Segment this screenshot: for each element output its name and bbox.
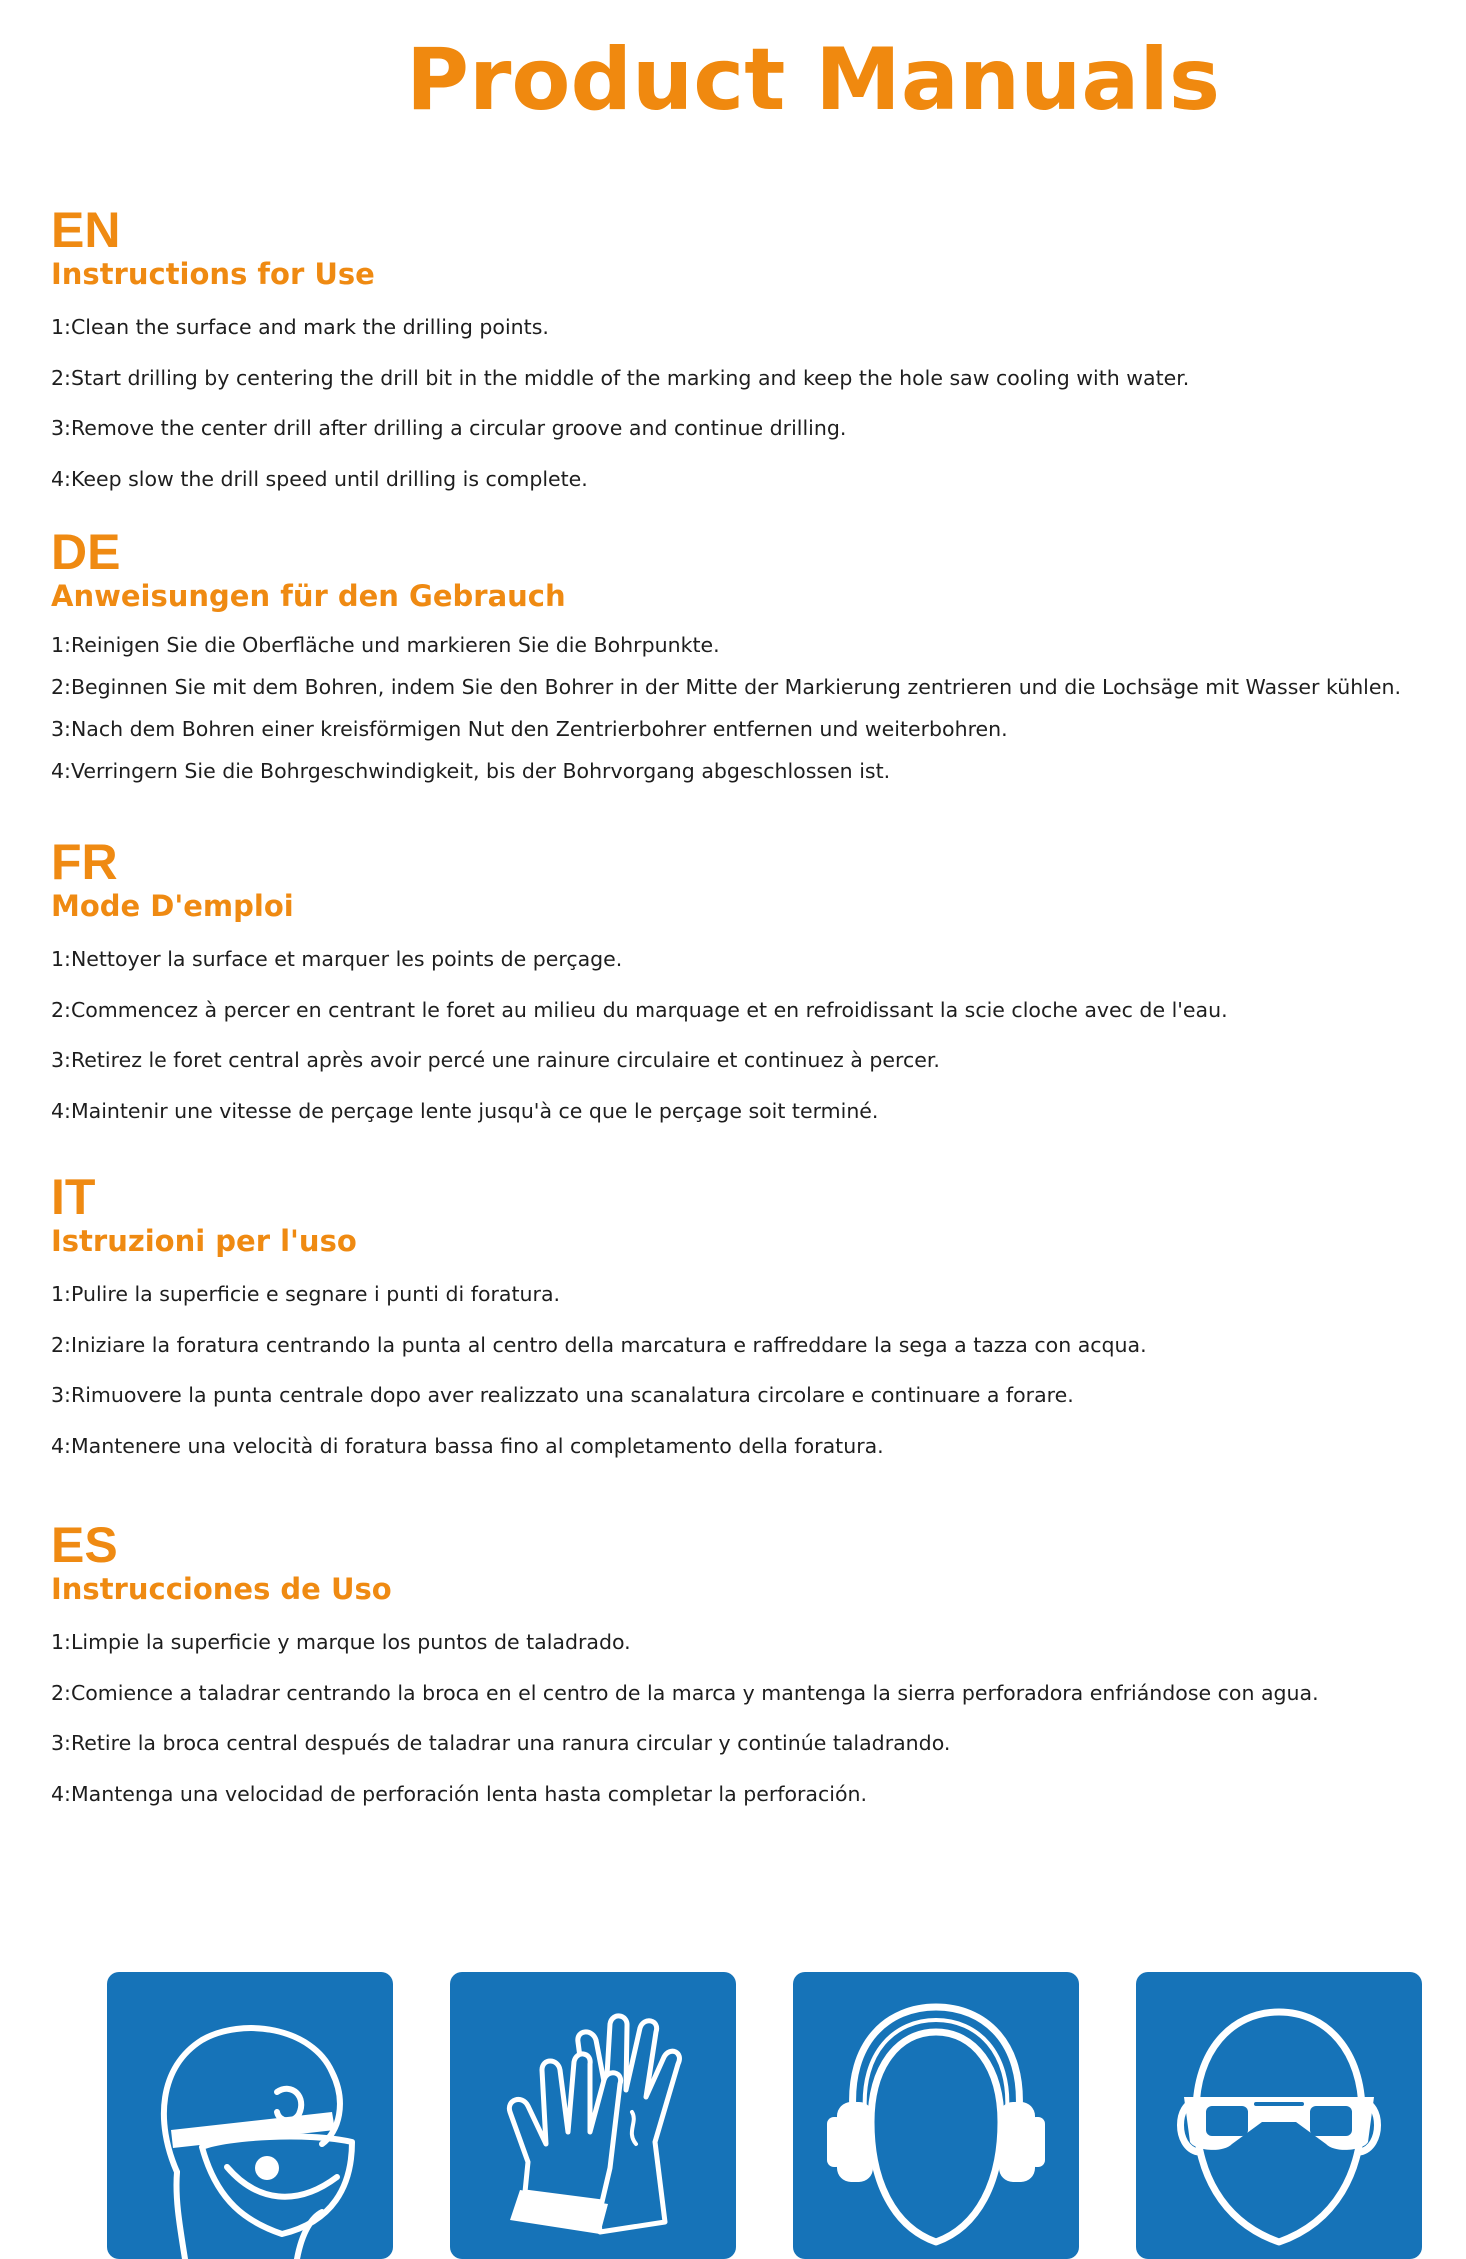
steps-list: [51, 302, 1451, 504]
section-heading: Instrucciones de Uso: [51, 1572, 392, 1606]
step-item: 4:Mantenere una velocità di foratura bassa fino al completamento della foratura.: [51, 1433, 884, 1458]
step-item: 2:Beginnen Sie mit dem Bohren, indem Sie den Bohrer in der Mitte der Markierung zentrieren und die Lochsäge mit Wasser kühlen.: [51, 675, 1401, 699]
step-item: 3:Retire la broca central después de taladrar una ranura circular y continúe taladrando.: [51, 1731, 951, 1755]
step-item: 4:Keep slow the drill speed until drilling is complete.: [51, 466, 588, 491]
step-item: 4:Maintenir une vitesse de perçage lente jusqu'à ce que le perçage soit terminé.: [51, 1098, 879, 1123]
step-item: 1:Pulire la superficie e segnare i punti di foratura.: [51, 1282, 561, 1306]
steps-list: [51, 1269, 1451, 1471]
step-item: 3:Nach dem Bohren einer kreisförmigen Nut den Zentrierbohrer entfernen und weiterbohren.: [51, 717, 1008, 741]
language-code: EN: [51, 202, 121, 258]
safety-goggles-icon: [1136, 1972, 1422, 2259]
section-de: [51, 526, 1451, 792]
step-item: 1:Clean the surface and mark the drilling points.: [51, 315, 549, 339]
section-fr: [51, 836, 1451, 1136]
language-code: ES: [51, 1517, 118, 1573]
section-es: [51, 1519, 1451, 1819]
ear-protection-icon: [793, 1972, 1079, 2259]
step-item: 3:Remove the center drill after drilling a circular groove and continue drilling.: [51, 416, 847, 440]
step-item: 3:Retirez le foret central après avoir percé une rainure circulaire et continuez à percer.: [51, 1048, 940, 1072]
safety-icons-row: [107, 1972, 1421, 2259]
step-item: 1:Reinigen Sie die Oberfläche und markieren Sie die Bohrpunkte.: [51, 633, 720, 657]
step-item: 3:Rimuovere la punta centrale dopo aver realizzato una scanalatura circolare e continuare a forare.: [51, 1383, 1074, 1407]
section-heading: Instructions for Use: [51, 257, 375, 291]
steps-list: [51, 624, 1451, 792]
language-code: DE: [51, 524, 121, 580]
section-heading: Istruzioni per l'uso: [51, 1224, 357, 1258]
steps-list: [51, 1617, 1451, 1819]
step-item: 2:Commencez à percer en centrant le foret au milieu du marquage et en refroidissant la scie cloche avec de l'eau.: [51, 997, 1228, 1022]
page-title: Product Manuals: [405, 30, 1221, 130]
respirator-mask-icon: [107, 1972, 393, 2259]
step-item: 1:Nettoyer la surface et marquer les points de perçage.: [51, 947, 623, 971]
section-heading: Mode D'emploi: [51, 889, 294, 923]
step-item: 4:Mantenga una velocidad de perforación lenta hasta completar la perforación.: [51, 1781, 868, 1806]
steps-list: [51, 934, 1451, 1136]
language-code: IT: [51, 1169, 96, 1225]
language-code: FR: [51, 834, 118, 890]
step-item: 4:Verringern Sie die Bohrgeschwindigkeit, bis der Bohrvorgang abgeschlossen ist.: [51, 759, 891, 783]
step-item: 2:Start drilling by centering the drill bit in the middle of the marking and keep the hole saw cooling with water.: [51, 365, 1190, 390]
step-item: 2:Iniziare la foratura centrando la punta al centro della marcatura e raffreddare la sega a tazza con acqua.: [51, 1332, 1147, 1357]
section-heading: Anweisungen für den Gebrauch: [51, 579, 566, 613]
step-item: 1:Limpie la superficie y marque los puntos de taladrado.: [51, 1630, 631, 1654]
section-it: [51, 1171, 1451, 1471]
step-item: 2:Comience a taladrar centrando la broca en el centro de la marca y mantenga la sierra perforadora enfriándose con agua.: [51, 1680, 1319, 1705]
protective-gloves-icon: [450, 1972, 736, 2259]
section-en: [51, 204, 1451, 504]
